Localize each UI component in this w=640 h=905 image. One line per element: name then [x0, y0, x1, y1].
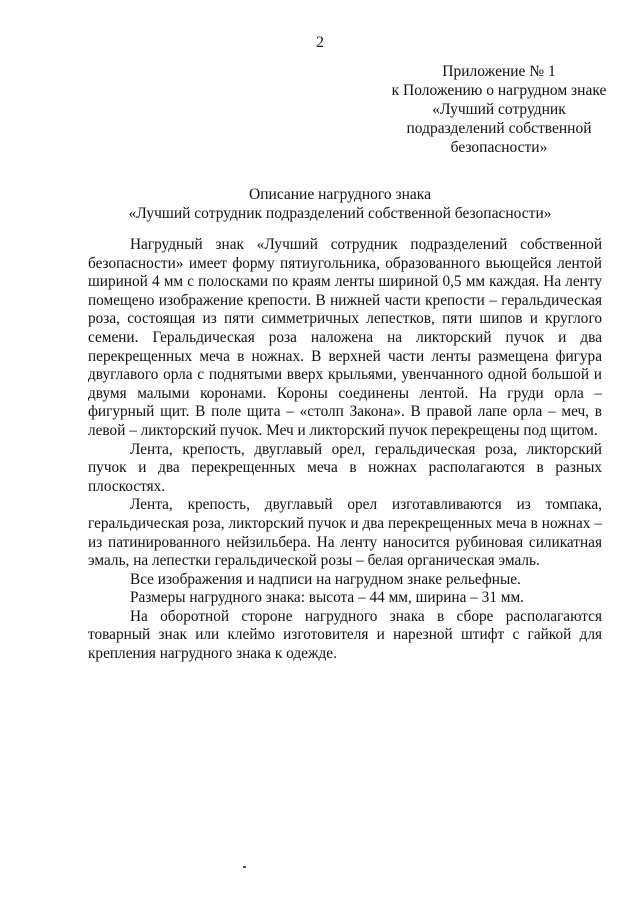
body-text: [88, 236, 602, 664]
paragraph: Нагрудный знак «Лучший сотрудник подразделений собственной безопасности» имеет форму пятиугольника, образованного вьющейся лентой шириной 4 мм с полосками по краям ленты шириной 0,5 мм каждая. На ленту помещено изображение крепости. В нижней части крепости – геральдическая роза, состоящая из пяти симметричных лепестков, пяти шипов и круглого семени. Геральдическая роза наложена на ликторский пучок и два перекрещенных меча в ножнах. В верхней части ленты размещена фигура двуглавого орла с поднятыми вверх крыльями, увенчанного одной большой и двумя малыми коронами. Короны соединены лентой. На груди орла – фигурный щит. В поле щита – «столп Закона». В правой лапе орла – меч, в левой – ликторский пучок. Меч и ликторский пучок перекрещены под щитом.: [88, 236, 602, 439]
paragraph: Лента, крепость, двуглавый орел, геральдическая роза, ликторский пучок и два перекрещенных меча в ножнах располагаются в разных плоскостях.: [88, 440, 602, 495]
appendix-line: безопасности»: [450, 139, 548, 156]
appendix-line: к Положению о нагрудном знаке: [391, 82, 607, 99]
paragraph: Все изображения и надписи на нагрудном знаке рельефные.: [130, 570, 521, 588]
paragraph: На оборотной стороне нагрудного знака в сборе располагаются товарный знак или клеймо изготовителя и нарезной штифт с гайкой для крепления нагрудного знака к одежде.: [88, 607, 602, 663]
document-title-line-1: Описание нагрудного знака: [249, 186, 431, 203]
appendix-line: «Лучший сотрудник: [432, 101, 566, 118]
appendix-line: подразделений собственной: [406, 120, 592, 137]
paragraph: Лента, крепость, двуглавый орел изготавливаются из томпака, геральдическая роза, ликторский пучок и два перекрещенных меча в ножнах – из патинированного нейзильбера. На ленту наносится рубиновая силикатная эмаль, на лепестки геральдической розы – белая органическая эмаль.: [88, 496, 602, 570]
scan-speck: [243, 866, 246, 868]
appendix-header: [368, 62, 630, 157]
appendix-line: Приложение № 1: [442, 63, 556, 80]
page-number: 2: [316, 34, 324, 51]
document-title-line-2: «Лучший сотрудник подразделений собственной безопасности»: [128, 205, 552, 222]
document-title: [40, 185, 640, 223]
paragraph: Размеры нагрудного знака: высота – 44 мм, ширина – 31 мм.: [130, 589, 524, 607]
